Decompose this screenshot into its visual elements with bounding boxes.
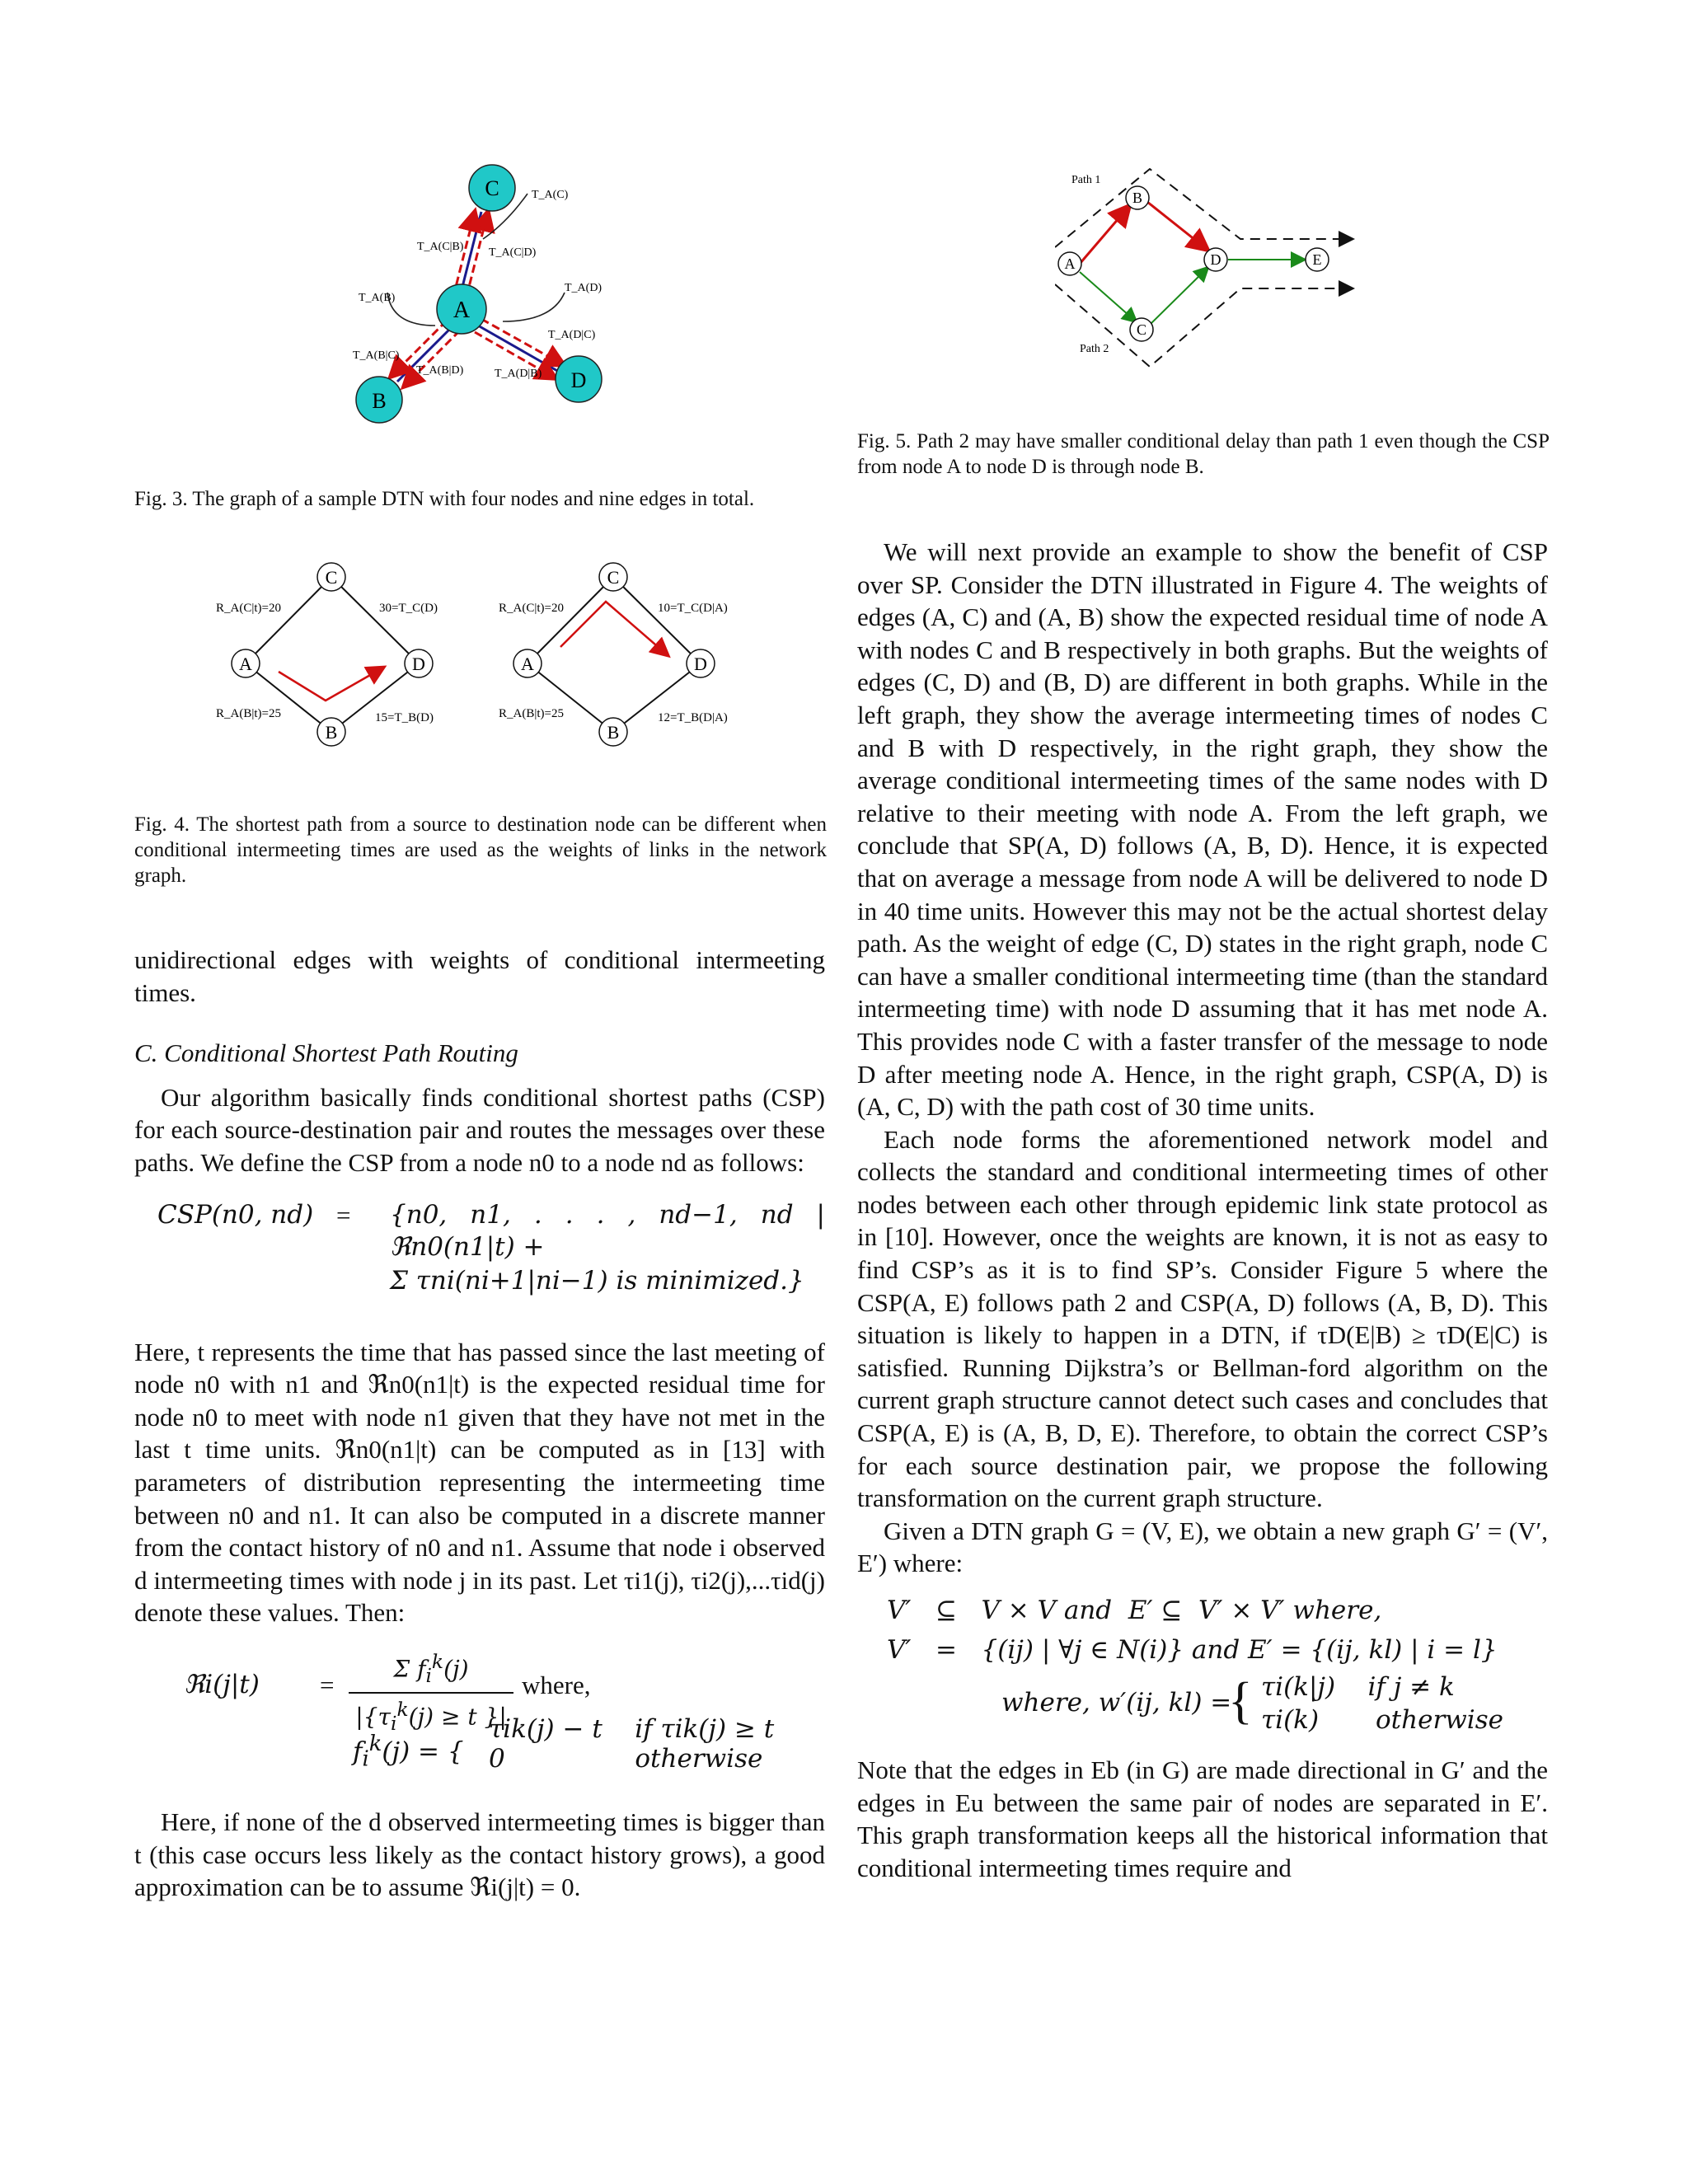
left-column xyxy=(134,944,825,1904)
path-2-label: Path 2 xyxy=(1080,343,1109,355)
fig5-node-d: D xyxy=(1210,251,1221,268)
equation-residual xyxy=(134,1646,825,1778)
eq2-equals: = xyxy=(320,1670,335,1699)
eq2-denominator: $|\{\tau_i^k(j) \ge t$ }| xyxy=(355,1698,507,1736)
label-ta-bc: T_A(B|C) xyxy=(353,349,400,362)
edge-c-d xyxy=(1151,268,1207,324)
right-paragraph-1: We will next provide an example to show the benefit of CSP over SP. Consider the DTN illustrated in Figure 4. The weights of edges (A, C) and (A, B) show the expected residual time of node A with nodes C and B respectively in both graphs. But the weights of edges (C, D) and (B, D) are different in both graphs. While in the left graph, they show the average intermeeting times of nodes C and B with D respectively, in the right graph, they show the average conditional intermeeting times of the same nodes with D relative to their meeting with node A. From the left graph, we conclude that SP(A, D) follows (A, B, D). Hence, it is expected that on average a message from node A will be delivered to node D in 40 time units. However this may not be the actual shortest delay path. As the weight of edge (C, D) states in the right graph, node C can have a smaller conditional intermeeting time (than the standard intermeeting time) with node D assuming that it has met node A. This provides node C with a faster transfer of the message to node D after meeting node A. Hence, in the right graph, CSP(A, D) is (A, C, D) with the path cost of 30 time units. xyxy=(857,537,1548,1122)
eq3-brace: { xyxy=(1228,1673,1253,1729)
label-ta-cd: T_A(C|D) xyxy=(489,246,537,259)
left-path-arrow xyxy=(279,668,383,701)
figure-5-graph xyxy=(1055,161,1368,375)
fig5-node-b: B xyxy=(1132,190,1143,206)
left-intro-paragraph: unidirectional edges with weights of conditional intermeeting times. xyxy=(134,945,825,1007)
figure-4-graphs xyxy=(206,552,783,758)
left-node-a: A xyxy=(239,654,252,674)
eq2-numerator: Σ $f_i^k(j)$ xyxy=(349,1646,513,1694)
edge-a-b-cond xyxy=(404,330,460,387)
eq3-case-2: τi(k) otherwise xyxy=(1261,1705,1503,1735)
eq1-rhs-line2: Σ τni(ni+1|ni−1) is minimized.} xyxy=(390,1265,804,1296)
left-node-b: B xyxy=(325,722,338,743)
eq2-case-1: τik(j) − t if τik(j) ≥ t xyxy=(489,1713,775,1744)
left-w-bd: 15=T_B(D) xyxy=(375,711,434,724)
eq1-equals: = xyxy=(336,1200,351,1230)
figure-3-caption: Fig. 3. The graph of a sample DTN with four nodes and nine edges in total. xyxy=(134,488,755,510)
node-d-label: D xyxy=(570,368,587,392)
right-column xyxy=(857,536,1548,1884)
right-node-c: C xyxy=(607,567,620,588)
figure-4-left xyxy=(216,563,438,746)
eq3-case-1: τi(k|j) if j ≠ k xyxy=(1261,1672,1455,1702)
edge-a-c xyxy=(1080,272,1136,321)
right-r-c: R_A(C|t)=20 xyxy=(499,602,564,615)
figure-4-caption: Fig. 4. The shortest path from a source to destination node can be different when conditional intermeeting times are used as the weights of links in the network graph. xyxy=(134,813,827,887)
label-ta-bd: T_A(B|D) xyxy=(416,364,464,377)
eq3-line-1: V′ ⊆ V × V and E′ ⊆ V′ × V′ where, xyxy=(887,1596,1382,1625)
label-ta-b: T_A(B) xyxy=(359,292,396,304)
eq2-lhs: ℜi(j|t) xyxy=(184,1669,260,1699)
label-ta-d: T_A(D) xyxy=(565,282,603,294)
right-r-b: R_A(B|t)=25 xyxy=(499,707,564,720)
label-ta-dc: T_A(D|C) xyxy=(548,329,596,341)
left-w-cd: 30=T_C(D) xyxy=(379,602,438,615)
figure-4-right xyxy=(499,563,728,746)
left-paragraph-2: Here, t represents the time that has passed since the last meeting of node n0 with n1 and ℜn0(n1|t) is the expected residual time for node n0 to meet with node n1 given that they have not met in the last t time units. ℜn0(n1|t) can be computed as in [13] with parameters of distribution representing the intermeeting time between n0 and n1. It can also be computed in a discrete manner from the contact history of n0 and n1. Assume that node i observed d intermeeting times with node j in its past. Let τi1(j), τi2(j),...τid(j) denote these values. Then: xyxy=(134,1337,825,1628)
figure-5 xyxy=(1055,161,1368,375)
fig5-node-e: E xyxy=(1312,251,1322,268)
figure-3-graph xyxy=(330,161,626,433)
curve-ta-d xyxy=(503,293,565,321)
section-heading-c: C. Conditional Shortest Path Routing xyxy=(134,1038,518,1068)
figure-5-caption xyxy=(857,429,1550,480)
eq2-f-def: $f_i^k(j)$ = { xyxy=(353,1731,464,1772)
left-r-c: R_A(C|t)=20 xyxy=(216,602,281,615)
eq1-rhs-line1: {n0, n1, . . . , nd−1, nd | ℜn0(n1|t) + xyxy=(390,1199,825,1263)
figure-4 xyxy=(206,552,783,758)
node-a-label: A xyxy=(452,298,471,323)
equation-graph-transform xyxy=(857,1586,1548,1747)
node-c-label: C xyxy=(485,176,499,200)
right-path-arrow xyxy=(560,602,668,655)
right-node-b: B xyxy=(607,722,620,743)
edge-b-d xyxy=(1147,202,1207,250)
eq3-line-2: V′ = {(ij) | ∀j ∈ N(i)} and E′ = {(ij, kl) | i = l} xyxy=(887,1635,1498,1665)
edge-a-b xyxy=(1080,206,1129,264)
label-ta-cb: T_A(C|B) xyxy=(417,241,464,253)
right-node-d: D xyxy=(694,654,707,674)
right-w-bd: 12=T_B(D|A) xyxy=(658,711,728,724)
node-b-label: B xyxy=(372,389,387,413)
label-ta-db: T_A(D|B) xyxy=(495,368,542,380)
left-node-c: C xyxy=(325,567,338,588)
right-paragraph-3: Given a DTN graph G = (V, E), we obtain a new graph G′ = (V′, E′) where: xyxy=(857,1516,1548,1578)
eq3-where: where, w′(ij, kl) = xyxy=(1001,1688,1232,1718)
eq1-lhs: CSP(n0, nd) xyxy=(157,1199,314,1230)
figure-3 xyxy=(330,161,626,433)
edge-a-d xyxy=(478,326,559,372)
eq2-where: where, xyxy=(522,1670,591,1699)
path-1-label: Path 1 xyxy=(1071,174,1101,186)
left-paragraph-3: Here, if none of the d observed intermeeting times is bigger than t (this case occurs less likely as the contact history grows), a good approximation can be to assume ℜi(j|t) = 0. xyxy=(134,1807,825,1902)
right-paragraph-2: Each node forms the aforementioned network model and collects the standard and conditional intermeeting times of other nodes between each other through epidemic link state protocol as in [10]. However, once the weights are known, it is not as easy to find CSP’s as it is to find SP’s. Consider Figure 5 where the CSP(A, E) follows path 2 and CSP(A, D) follows (A, B, D). This situation is likely to happen in a DTN, if τD(E|B) ≥ τD(E|C) is satisfied. Running Dijkstra’s or Bellman-ford algorithm on the current graph structure cannot detect such cases and concludes that CSP(A, E) is (A, B, D, E). Therefore, to obtain the correct CSP’s for each source destination pair, we propose the following transformation on the current graph structure. xyxy=(857,1124,1548,1513)
left-paragraph-1: Our algorithm basically finds conditional shortest paths (CSP) for each source-destination pair and routes the messages over these paths. We define the CSP from a node n0 to a node nd as follows: xyxy=(134,1082,825,1177)
right-node-a: A xyxy=(521,654,534,674)
label-ta-c: T_A(C) xyxy=(532,189,569,201)
fig5-node-c: C xyxy=(1136,321,1147,338)
eq2-case-2: 0 otherwise xyxy=(489,1743,763,1774)
right-paragraph-4: Note that the edges in Eb (in G) are made directional in G′ and the edges in Eu between the same pair of nodes are separated in E′. This graph transformation keeps all the historical information that conditional intermeeting times require and xyxy=(857,1755,1548,1882)
fig5-node-a: A xyxy=(1064,255,1076,272)
left-r-b: R_A(B|t)=25 xyxy=(216,707,281,720)
right-w-cd: 10=T_C(D|A) xyxy=(658,602,728,615)
left-node-d: D xyxy=(412,654,425,674)
equation-csp xyxy=(134,1191,825,1331)
figure-5-caption-text: Fig. 5. Path 2 may have smaller conditional delay than path 1 even though the CSP from node A to node D is through node B. xyxy=(857,430,1550,478)
